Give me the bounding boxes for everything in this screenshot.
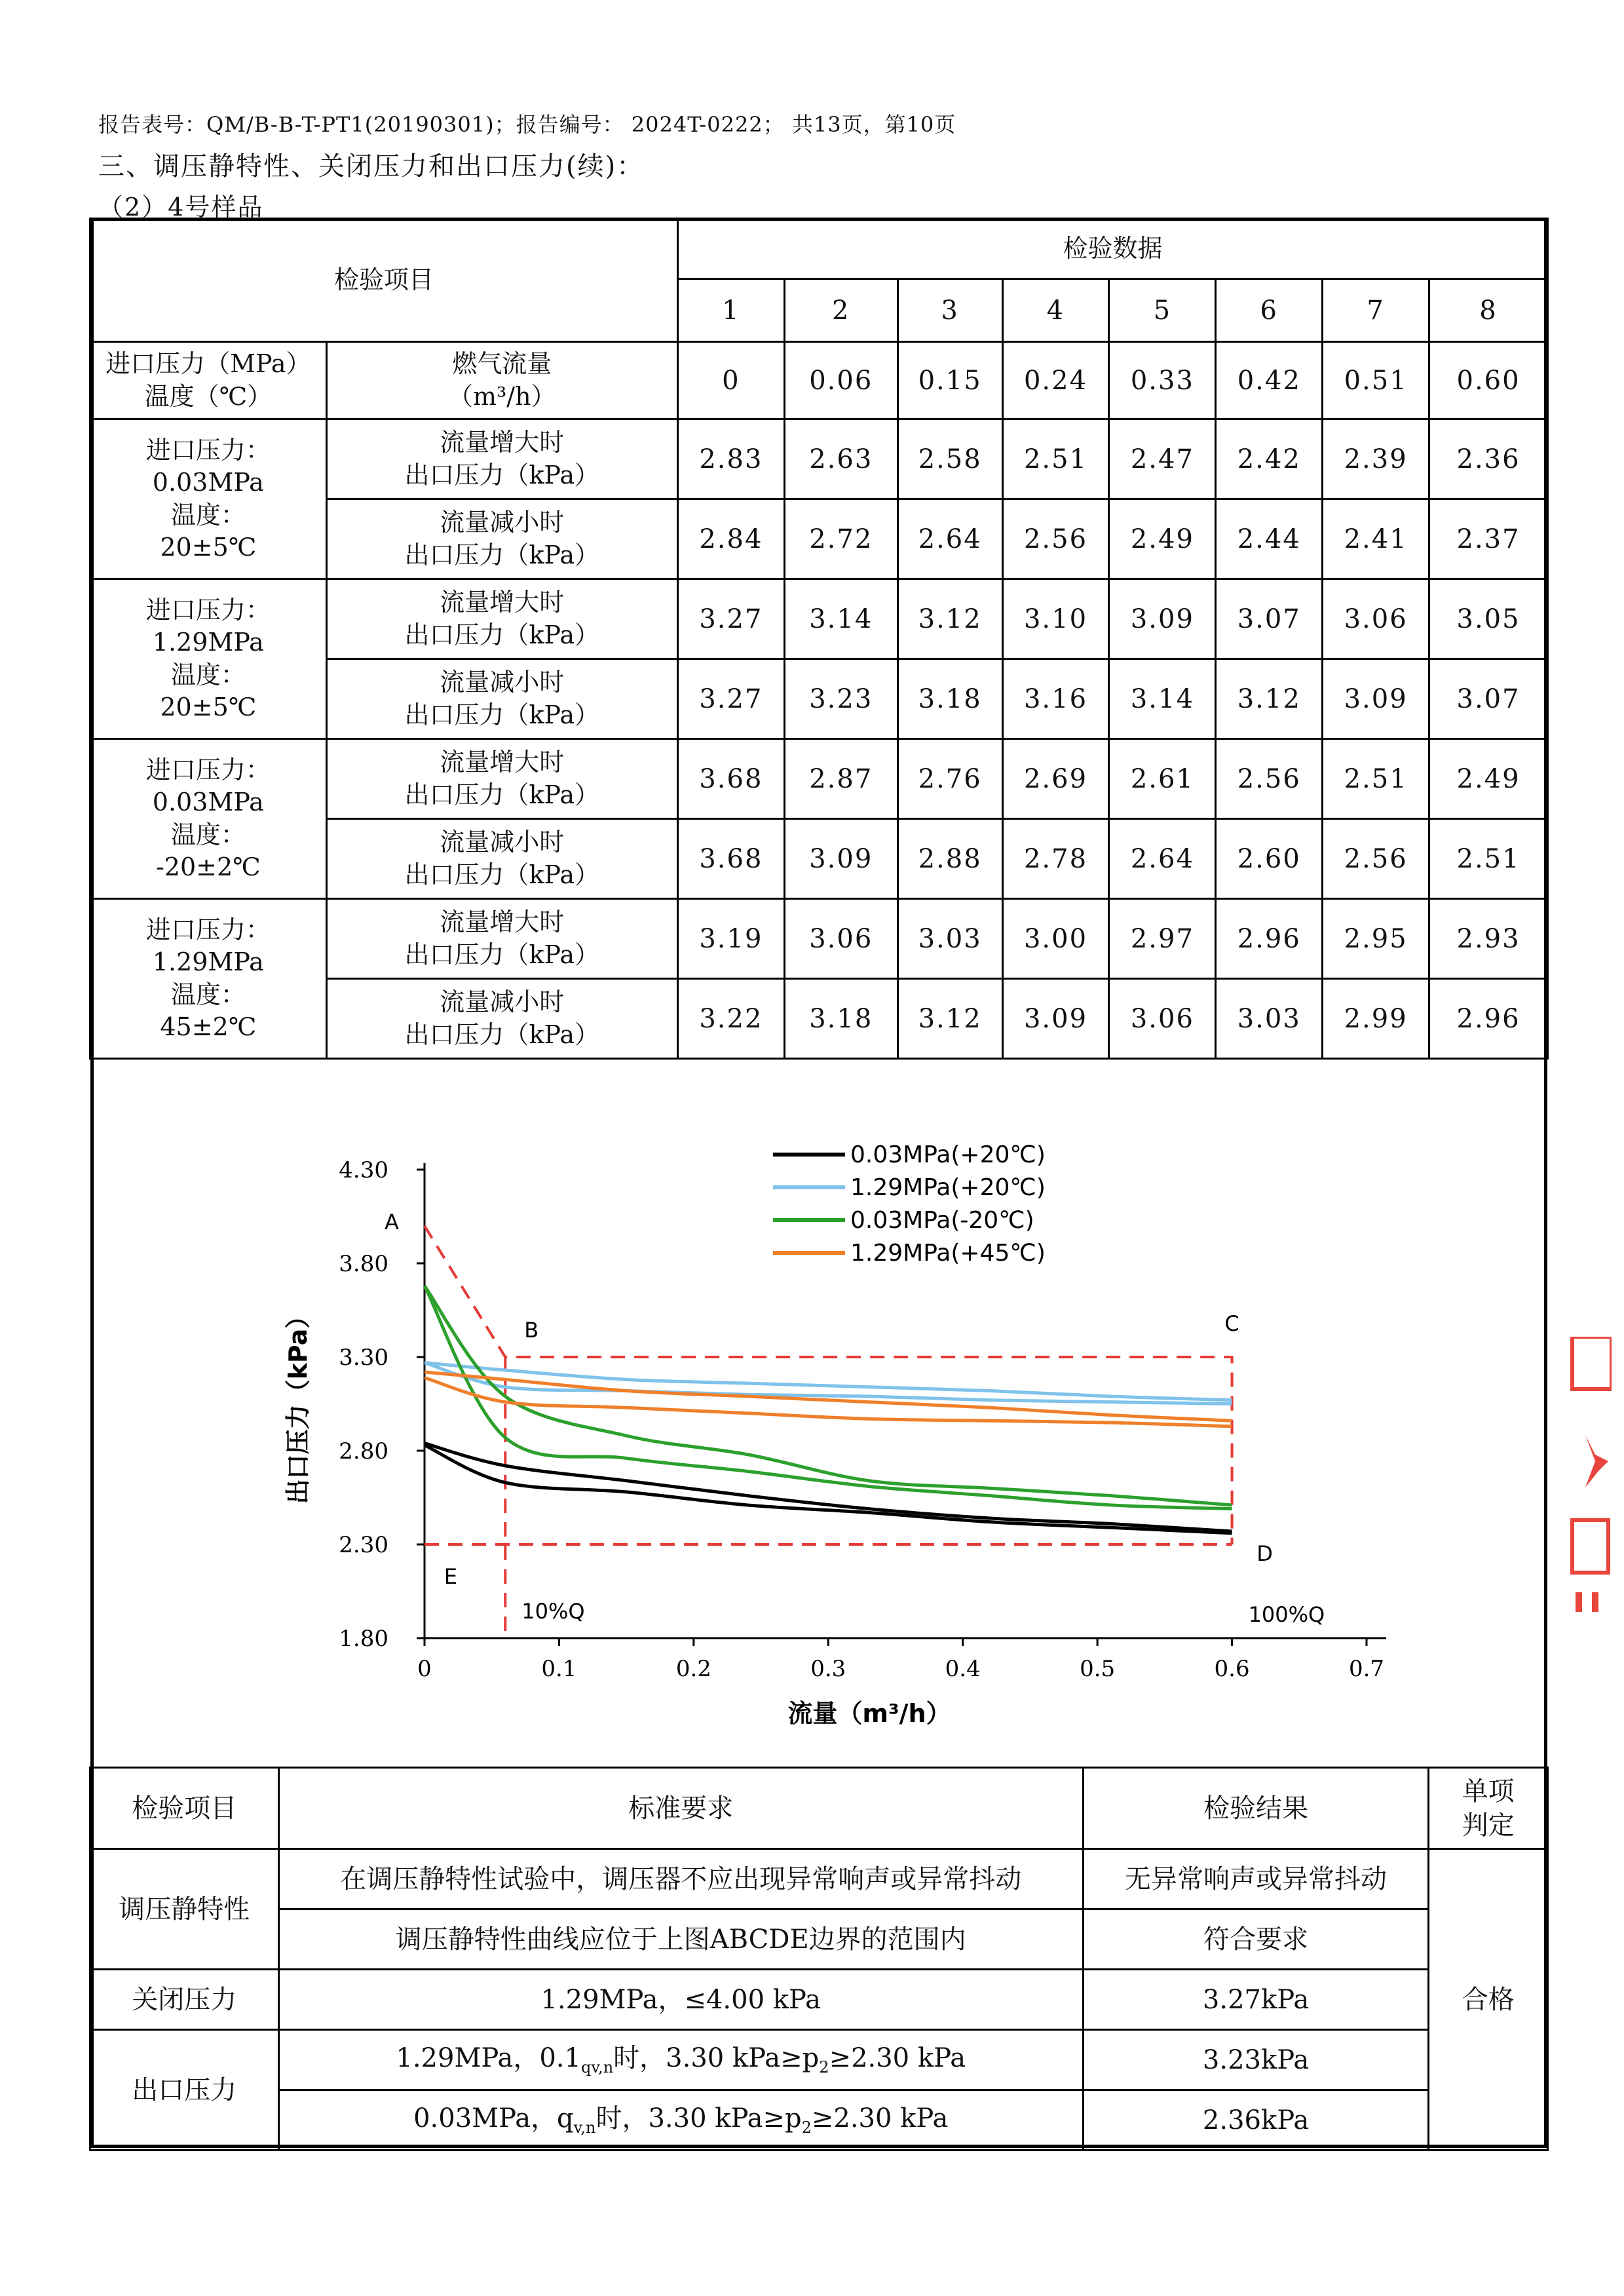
row-label: 流量增大时 出口压力（kPa） xyxy=(326,419,677,499)
pressure-value: 2.78 xyxy=(1002,819,1109,899)
condition-cell: 进口压力： 1.29MPa 温度： 45±2℃ xyxy=(90,899,327,1059)
flow-value: 0.51 xyxy=(1323,342,1429,419)
requirement-cell: 在调压静特性试验中，调压器不应出现异常响声或异常抖动 xyxy=(278,1849,1083,1909)
pressure-value: 2.99 xyxy=(1323,979,1429,1059)
pressure-value: 2.93 xyxy=(1429,899,1548,979)
req-sub: qv,n xyxy=(580,2058,614,2077)
pressure-value: 3.68 xyxy=(677,739,784,819)
row-label: 流量减小时 出口压力（kPa） xyxy=(326,499,677,579)
stamp-star-icon xyxy=(1585,1435,1608,1487)
pressure-value: 2.69 xyxy=(1002,739,1109,819)
pressure-value: 2.51 xyxy=(1323,739,1429,819)
y-tick-label: 1.80 xyxy=(339,1626,388,1652)
pressure-value: 3.14 xyxy=(1109,659,1216,739)
result-cell: 符合要求 xyxy=(1083,1909,1428,1970)
pressure-value: 3.12 xyxy=(1216,659,1323,739)
req-text: ≥2.30 kPa xyxy=(811,2103,949,2134)
legend-label: 1.29MPa(+20℃) xyxy=(850,1174,1046,1201)
pressure-value: 2.64 xyxy=(897,499,1002,579)
row-label: 流量减小时 出口压力（kPa） xyxy=(326,819,677,899)
x-tick-label: 0.4 xyxy=(945,1656,981,1682)
flow-value: 0.60 xyxy=(1429,342,1548,419)
stamp-glyph xyxy=(1592,1592,1598,1612)
pressure-value: 2.87 xyxy=(784,739,897,819)
x-tick-label: 0.6 xyxy=(1214,1656,1250,1682)
legend-label: 0.03MPa(+20℃) xyxy=(850,1141,1046,1168)
item-outlet-pressure: 出口压力 xyxy=(90,2030,279,2151)
pressure-value: 2.83 xyxy=(677,419,784,499)
col-number: 4 xyxy=(1002,279,1109,342)
x-axis-label: 流量（m³/h） xyxy=(787,1699,951,1728)
row-label: 流量增大时 出口压力（kPa） xyxy=(326,579,677,659)
legend-label: 0.03MPa(-20℃) xyxy=(850,1207,1034,1234)
result-cell: 2.36kPa xyxy=(1083,2090,1428,2151)
y-tick-label: 3.30 xyxy=(339,1345,388,1371)
pressure-value: 3.03 xyxy=(1216,979,1323,1059)
col-number: 3 xyxy=(897,279,1002,342)
pressure-value: 3.06 xyxy=(1109,979,1216,1059)
col-number: 5 xyxy=(1109,279,1216,342)
pressure-value: 2.96 xyxy=(1216,899,1323,979)
req-sub: v,n xyxy=(573,2118,596,2137)
row-label: 流量增大时 出口压力（kPa） xyxy=(326,739,677,819)
pressure-flow-chart xyxy=(275,1114,1441,1756)
flow-value: 0.24 xyxy=(1002,342,1109,419)
pressure-value: 2.58 xyxy=(897,419,1002,499)
flow-value: 0.42 xyxy=(1216,342,1323,419)
req-text: 时，3.30 kPa≥p xyxy=(595,2103,802,2134)
pressure-value: 3.00 xyxy=(1002,899,1109,979)
flow-value: 0 xyxy=(677,342,784,419)
pressure-value: 3.14 xyxy=(784,579,897,659)
pressure-value: 2.51 xyxy=(1429,819,1548,899)
sample-label: （2）4号样品 xyxy=(98,193,264,221)
col-header-requirement: 标准要求 xyxy=(278,1768,1083,1849)
pressure-value: 3.10 xyxy=(1002,579,1109,659)
pressure-value: 2.37 xyxy=(1429,499,1548,579)
req-text: 时，3.30 kPa≥p xyxy=(613,2043,820,2074)
col-number: 7 xyxy=(1323,279,1429,342)
pressure-value: 3.27 xyxy=(677,659,784,739)
col-header-result: 检验结果 xyxy=(1083,1768,1428,1849)
result-cell: 3.27kPa xyxy=(1083,1970,1428,2030)
pressure-value: 2.41 xyxy=(1323,499,1429,579)
x-tick-label: 0.3 xyxy=(810,1656,846,1682)
requirement-cell: 调压静特性曲线应位于上图ABCDE边界的范围内 xyxy=(278,1909,1083,1970)
row-label: 流量减小时 出口压力（kPa） xyxy=(326,979,677,1059)
pressure-value: 2.36 xyxy=(1429,419,1548,499)
stamp-fragment xyxy=(1559,1337,1612,1625)
pressure-value: 3.12 xyxy=(897,579,1002,659)
y-tick-label: 4.30 xyxy=(339,1157,388,1183)
pressure-value: 3.68 xyxy=(677,819,784,899)
item-header: 检验项目 xyxy=(90,219,678,342)
item-static-characteristic: 调压静特性 xyxy=(90,1849,279,1970)
pressure-value: 2.95 xyxy=(1323,899,1429,979)
pressure-value: 3.03 xyxy=(897,899,1002,979)
col-number: 6 xyxy=(1216,279,1323,342)
pressure-value: 2.84 xyxy=(677,499,784,579)
pressure-value: 3.23 xyxy=(784,659,897,739)
pressure-value: 2.88 xyxy=(897,819,1002,899)
pressure-value: 2.51 xyxy=(1002,419,1109,499)
pressure-value: 2.49 xyxy=(1429,739,1548,819)
req-sub: 2 xyxy=(819,2058,829,2077)
pressure-value: 2.56 xyxy=(1002,499,1109,579)
pressure-value: 2.56 xyxy=(1216,739,1323,819)
x-tick-label: 0.2 xyxy=(675,1656,711,1682)
pressure-value: 2.60 xyxy=(1216,819,1323,899)
x-tick-label: 0 xyxy=(417,1656,432,1682)
req-text: 0.03MPa，q xyxy=(413,2103,574,2134)
req-sub: 2 xyxy=(801,2118,812,2137)
pressure-value: 3.05 xyxy=(1429,579,1548,659)
pressure-value: 2.56 xyxy=(1323,819,1429,899)
col-number: 2 xyxy=(784,279,897,342)
pressure-value: 2.47 xyxy=(1109,419,1216,499)
section-title: 三、调压静特性、关闭压力和出口压力(续)： xyxy=(98,151,645,182)
col-number: 8 xyxy=(1429,279,1548,342)
pressure-value: 3.09 xyxy=(784,819,897,899)
condition-cell: 进口压力： 0.03MPa 温度： 20±5℃ xyxy=(90,419,327,579)
flow-value: 0.15 xyxy=(897,342,1002,419)
test-data-table xyxy=(89,218,1549,1060)
pressure-value: 2.64 xyxy=(1109,819,1216,899)
x-tick-label: 0.5 xyxy=(1080,1656,1116,1682)
pressure-value: 2.97 xyxy=(1109,899,1216,979)
pressure-value: 3.16 xyxy=(1002,659,1109,739)
boundary-label-B: B xyxy=(524,1318,539,1343)
req-text: 1.29MPa，0.1 xyxy=(396,2043,581,2074)
y-axis-label: 出口压力（kPa） xyxy=(284,1303,312,1504)
y-tick-label: 2.30 xyxy=(339,1532,388,1558)
x-tick-label: 0.7 xyxy=(1348,1656,1385,1682)
stamp-glyph xyxy=(1572,1520,1608,1573)
stamp-glyph xyxy=(1572,1337,1612,1389)
result-cell: 无异常响声或异常抖动 xyxy=(1083,1849,1428,1909)
pressure-value: 2.72 xyxy=(784,499,897,579)
condition-cell: 进口压力： 0.03MPa 温度： -20±2℃ xyxy=(90,739,327,899)
pressure-value: 3.09 xyxy=(1109,579,1216,659)
y-tick-label: 2.80 xyxy=(339,1438,388,1464)
pressure-value: 3.19 xyxy=(677,899,784,979)
flow-value: 0.06 xyxy=(784,342,897,419)
pressure-value: 3.09 xyxy=(1002,979,1109,1059)
pressure-value: 2.63 xyxy=(784,419,897,499)
pressure-value: 2.76 xyxy=(897,739,1002,819)
pressure-value: 2.61 xyxy=(1109,739,1216,819)
boundary-label-C: C xyxy=(1224,1311,1239,1336)
pressure-value: 3.07 xyxy=(1429,659,1548,739)
pressure-value: 3.12 xyxy=(897,979,1002,1059)
pressure-value: 2.96 xyxy=(1429,979,1548,1059)
pressure-value: 2.44 xyxy=(1216,499,1323,579)
pressure-value: 3.06 xyxy=(784,899,897,979)
boundary-label-E: E xyxy=(444,1564,458,1589)
col-header-item: 检验项目 xyxy=(90,1768,279,1849)
data-header: 检验数据 xyxy=(677,219,1547,279)
annotation-10pct: 10%Q xyxy=(521,1599,585,1624)
pressure-value: 2.42 xyxy=(1216,419,1323,499)
pressure-value: 3.06 xyxy=(1323,579,1429,659)
legend-label: 1.29MPa(+45℃) xyxy=(850,1240,1046,1267)
req-text: ≥2.30 kPa xyxy=(829,2043,966,2074)
col-header-verdict: 单项 判定 xyxy=(1429,1768,1548,1849)
condition-cell: 进口压力： 1.29MPa 温度： 20±5℃ xyxy=(90,579,327,739)
report-header-line: 报告表号：QM/B-B-T-PT1(20190301)；报告编号： 2024T-0222； 共13页，第10页 xyxy=(98,112,956,137)
y-tick-label: 3.80 xyxy=(339,1251,388,1277)
flow-value: 0.33 xyxy=(1109,342,1216,419)
boundary-label-A: A xyxy=(385,1209,399,1234)
annotation-100pct: 100%Q xyxy=(1248,1602,1325,1627)
pressure-value: 2.49 xyxy=(1109,499,1216,579)
pressure-value: 3.27 xyxy=(677,579,784,659)
row-label: 流量减小时 出口压力（kPa） xyxy=(326,659,677,739)
verdict-cell: 合格 xyxy=(1429,1849,1548,2151)
inlet-temp-label: 进口压力（MPa） 温度（℃） xyxy=(90,342,327,419)
item-closing-pressure: 关闭压力 xyxy=(90,1970,279,2030)
pressure-value: 3.18 xyxy=(784,979,897,1059)
row-label: 流量增大时 出口压力（kPa） xyxy=(326,899,677,979)
pressure-value: 3.07 xyxy=(1216,579,1323,659)
stamp-glyph xyxy=(1576,1592,1582,1612)
pressure-value: 2.39 xyxy=(1323,419,1429,499)
requirement-cell xyxy=(278,2030,1083,2090)
requirement-cell: 1.29MPa，≤4.00 kPa xyxy=(278,1970,1083,2030)
result-cell: 3.23kPa xyxy=(1083,2030,1428,2090)
result-table xyxy=(89,1767,1549,2151)
pressure-value: 3.18 xyxy=(897,659,1002,739)
col-number: 1 xyxy=(677,279,784,342)
gas-flow-label: 燃气流量 （m³/h） xyxy=(326,342,677,419)
requirement-cell xyxy=(278,2090,1083,2151)
pressure-value: 3.22 xyxy=(677,979,784,1059)
boundary-label-D: D xyxy=(1256,1541,1273,1566)
pressure-value: 3.09 xyxy=(1323,659,1429,739)
x-tick-label: 0.1 xyxy=(541,1656,577,1682)
series-line-increasing xyxy=(425,1445,1232,1533)
